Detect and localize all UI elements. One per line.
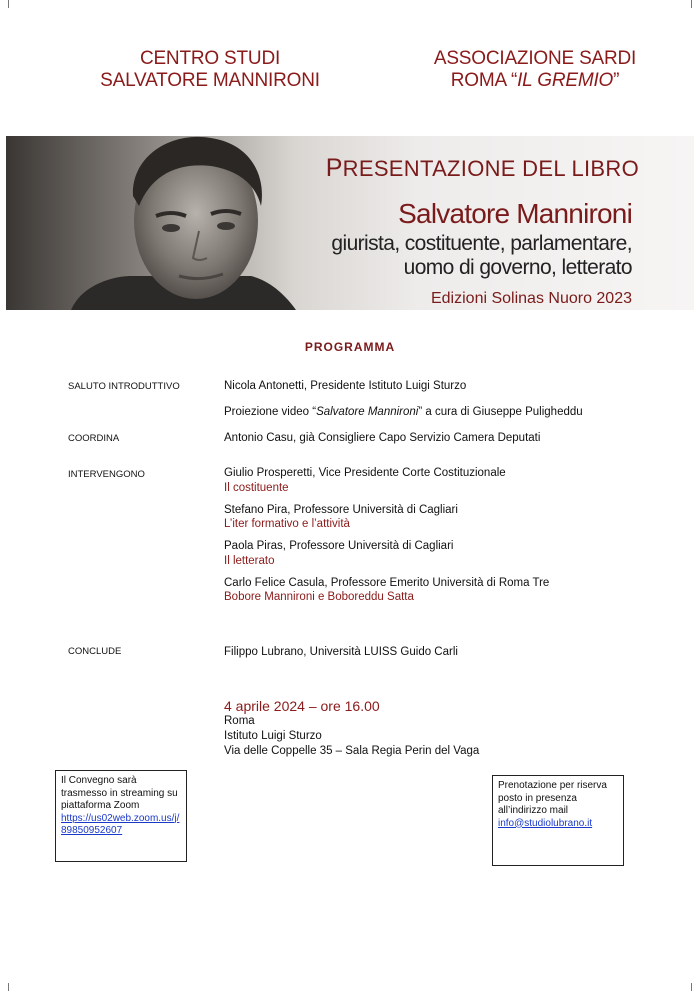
booking-line1: Prenotazione per riserva bbox=[498, 780, 607, 791]
saluto-label: SALUTO INTRODUTTIVO bbox=[68, 381, 180, 392]
organizer-right bbox=[430, 48, 640, 92]
video-text bbox=[224, 405, 583, 419]
event-venue: Istituto Luigi Sturzo bbox=[224, 730, 322, 742]
presentation-heading-rest: RESENTAZIONE DEL LIBRO bbox=[342, 156, 639, 181]
zoom-link-line2[interactable]: 89850952607 bbox=[61, 825, 123, 836]
video-italic: Salvatore Mannironi bbox=[316, 406, 419, 418]
organizer-right-suffix: ” bbox=[613, 70, 620, 91]
event-city: Roma bbox=[224, 715, 255, 727]
book-edition: Edizioni Solinas Nuoro 2023 bbox=[430, 290, 632, 307]
organizer-left-line1: CENTRO STUDI bbox=[139, 48, 281, 69]
programma-heading: PROGRAMMA bbox=[304, 340, 396, 354]
crop-mark bbox=[8, 0, 9, 8]
presentation-heading-cap: P bbox=[325, 154, 343, 182]
speaker-topic: Il costituente bbox=[224, 482, 289, 494]
book-subtitle-line1: giurista, costituente, parlamentare, bbox=[331, 232, 632, 255]
conclude-label: CONCLUDE bbox=[68, 646, 122, 657]
streaming-line1: Il Convegno sarà bbox=[61, 775, 137, 786]
crop-mark bbox=[8, 983, 9, 991]
book-title: Salvatore Mannironi bbox=[398, 198, 632, 229]
saluto-text: Nicola Antonetti, Presidente Istituto Luigi Sturzo bbox=[224, 380, 467, 392]
book-subtitle-line2: uomo di governo, letterato bbox=[403, 256, 632, 279]
author-portrait-image bbox=[61, 136, 301, 310]
speaker-topic: Bobore Mannironi e Boboreddu Satta bbox=[224, 591, 414, 603]
organizer-right-line2 bbox=[430, 70, 640, 92]
event-address: Via delle Coppelle 35 – Sala Regia Perin del Vaga bbox=[224, 745, 480, 757]
streaming-line2: trasmesso in streaming su bbox=[61, 787, 178, 799]
organizer-left-line2: SALVATORE MANNIRONI bbox=[100, 70, 320, 91]
coordina-label: COORDINA bbox=[68, 433, 120, 444]
booking-info-box bbox=[492, 775, 624, 866]
crop-mark bbox=[691, 983, 692, 991]
speaker-name: Giulio Prosperetti, Vice Presidente Corte Costituzionale bbox=[224, 467, 506, 479]
organizer-right-line1: ASSOCIAZIONE SARDI bbox=[433, 48, 637, 69]
organizer-right-italic: IL GREMIO bbox=[517, 70, 614, 91]
booking-line2: posto in presenza bbox=[498, 792, 577, 804]
coordina-text: Antonio Casu, già Consigliere Capo Servizio Camera Deputati bbox=[224, 432, 541, 444]
streaming-line3: piattaforma Zoom bbox=[61, 800, 140, 811]
zoom-link[interactable] bbox=[61, 813, 179, 837]
booking-line3: all’indirizzo mail bbox=[498, 805, 569, 816]
crop-mark bbox=[691, 0, 692, 8]
booking-email-link[interactable]: info@studiolubrano.it bbox=[498, 817, 593, 829]
video-suffix: ” a cura di Giuseppe Puligheddu bbox=[418, 406, 583, 418]
book-subtitle bbox=[331, 232, 632, 280]
event-date: 4 aprile 2024 – ore 16.00 bbox=[224, 698, 380, 714]
speaker-topic: Il letterato bbox=[224, 555, 275, 567]
streaming-info-box bbox=[55, 770, 187, 862]
presentation-heading bbox=[326, 154, 639, 183]
zoom-link-line1[interactable]: https://us02web.zoom.us/j/ bbox=[61, 812, 180, 824]
video-prefix: Proiezione video “ bbox=[224, 406, 317, 418]
conclude-text: Filippo Lubrano, Università LUISS Guido Carli bbox=[224, 646, 458, 658]
speaker-name: Stefano Pira, Professore Università di Cagliari bbox=[224, 504, 458, 516]
speaker-name: Paola Piras, Professore Università di Cagliari bbox=[224, 540, 454, 552]
speaker-name: Carlo Felice Casula, Professore Emerito Università di Roma Tre bbox=[224, 577, 550, 589]
book-banner bbox=[6, 136, 694, 310]
organizer-left bbox=[95, 48, 325, 92]
organizer-right-prefix: ROMA “ bbox=[450, 70, 518, 91]
speaker-topic: L’iter formativo e l’attività bbox=[224, 518, 350, 530]
intervengono-label: INTERVENGONO bbox=[68, 469, 145, 480]
